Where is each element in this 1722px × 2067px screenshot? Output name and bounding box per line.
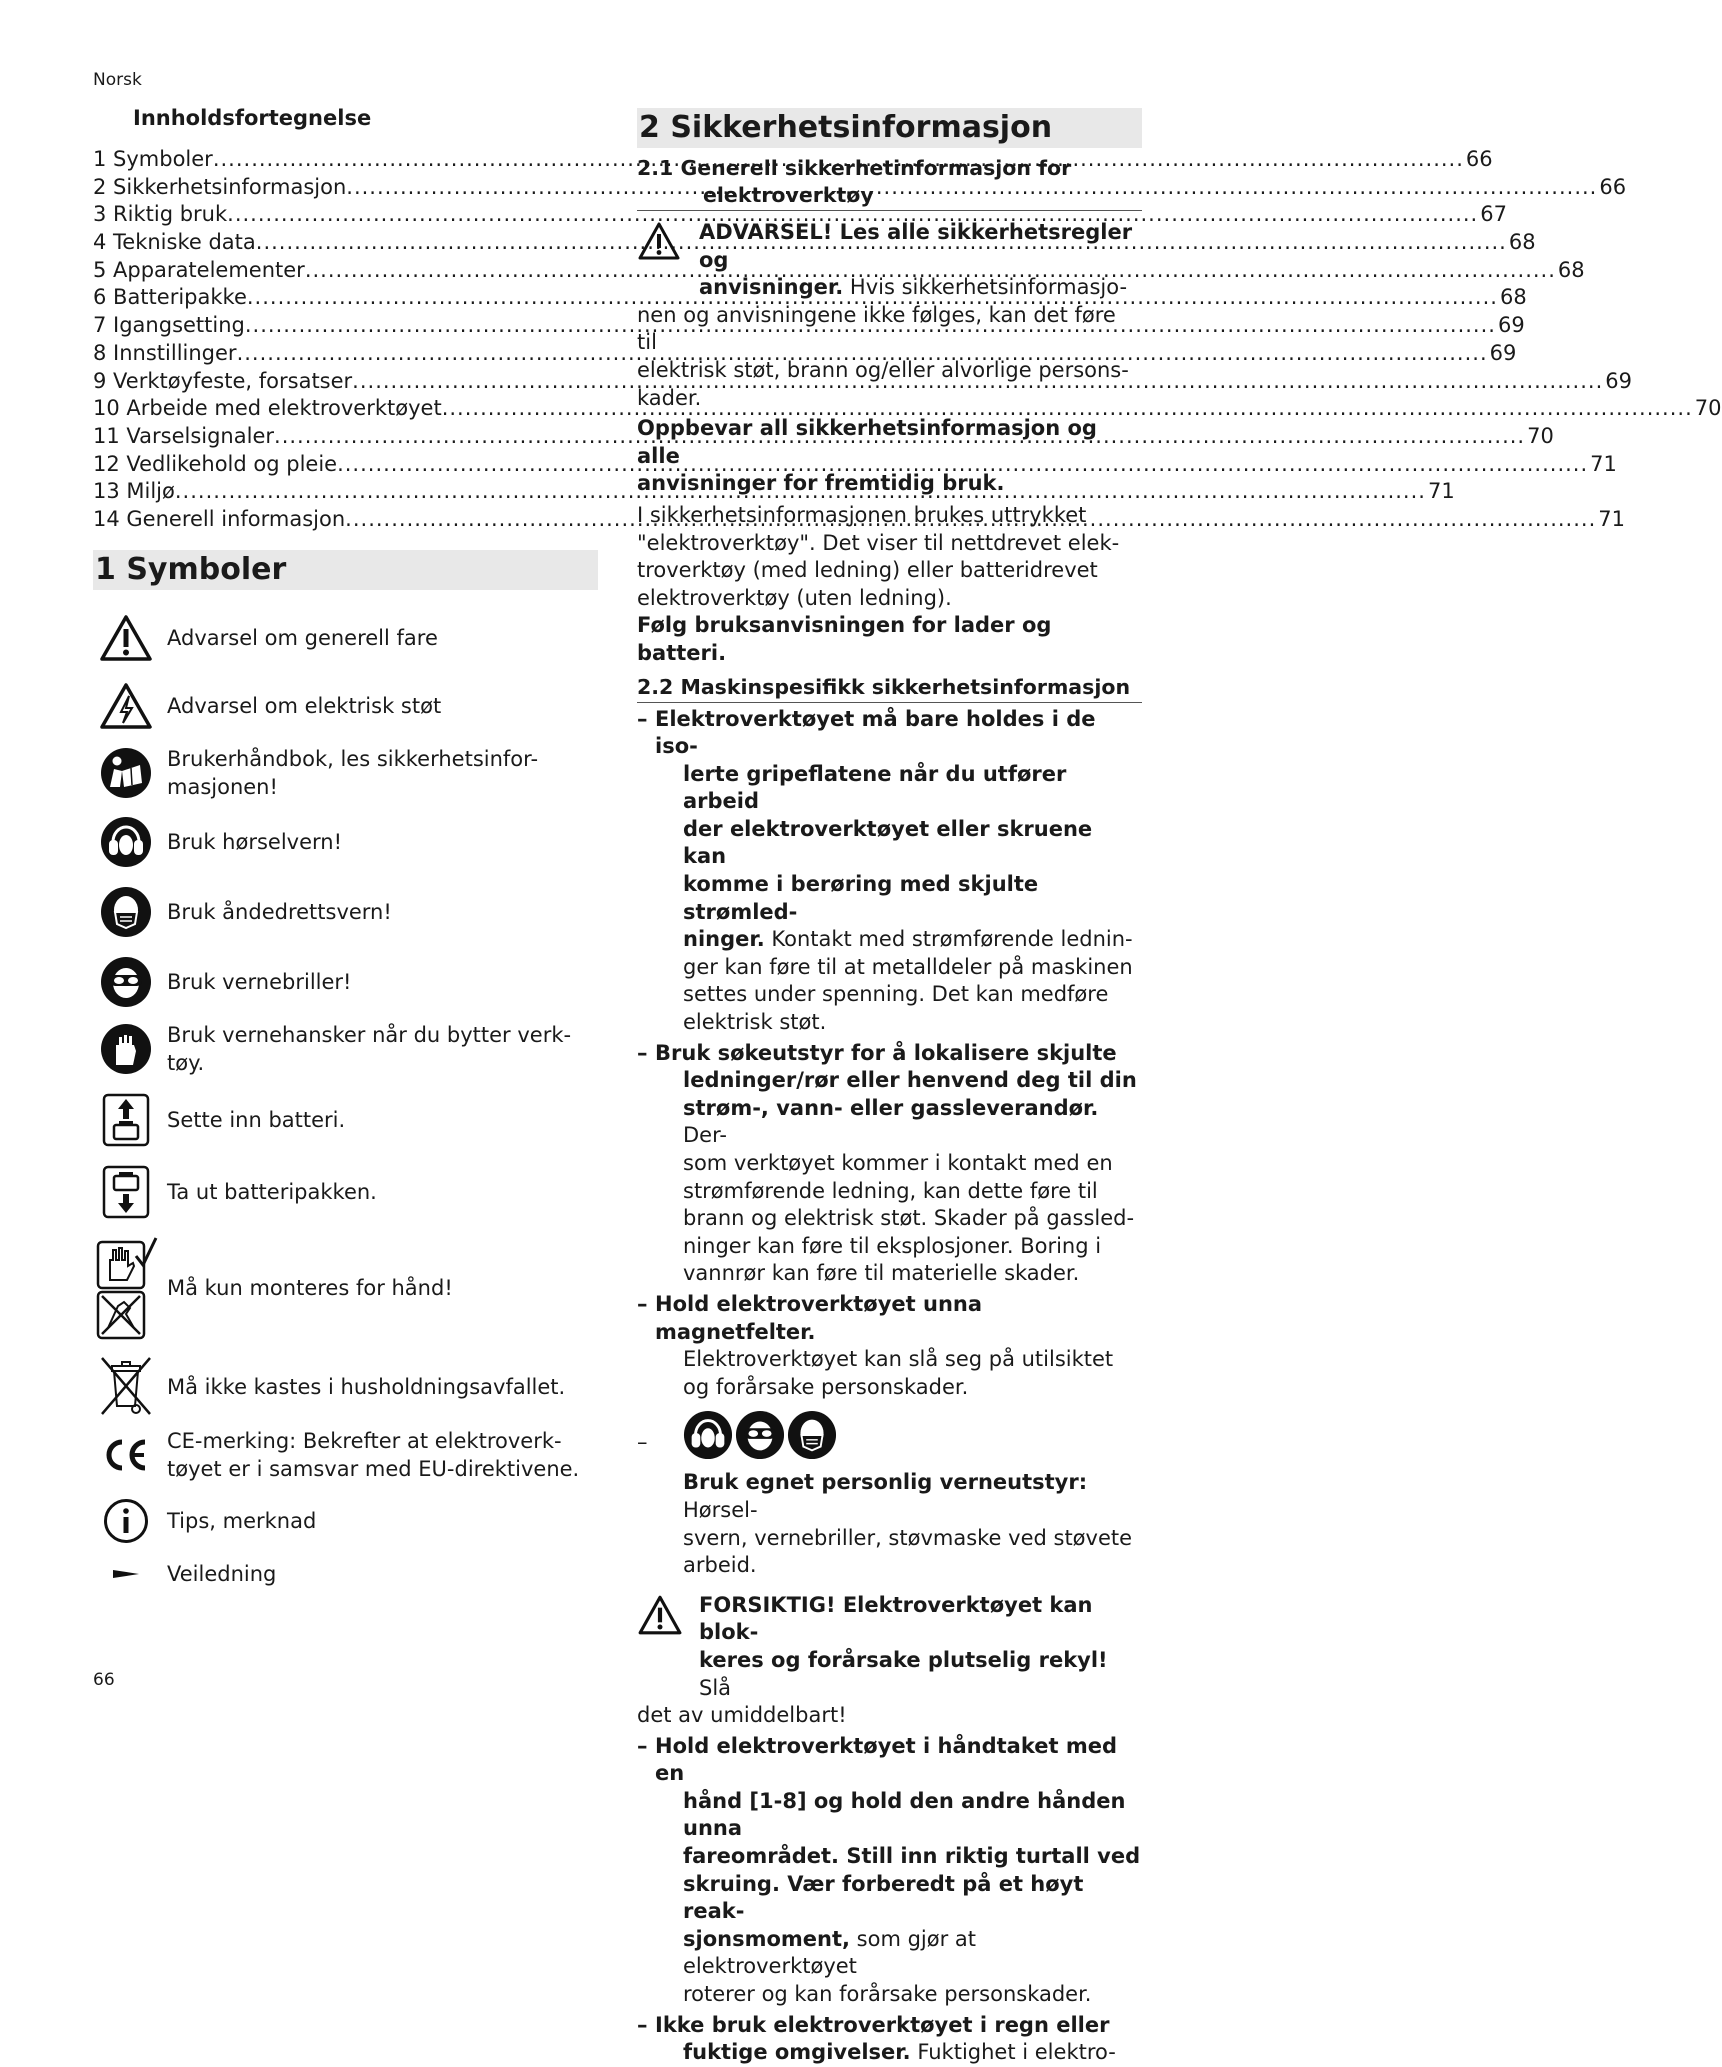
symbol-row: Bruk vernehansker når du bytter verk- tøy.: [93, 1020, 598, 1078]
ppe-icons: [683, 1407, 1142, 1463]
ce-mark-icon: [93, 1438, 159, 1472]
warning-block: ADVARSEL! Les alle sikkerhetsregler og anvisninger. Hvis sikkerhetsinformasjo-: [637, 219, 1142, 302]
weee-bin-icon: [93, 1356, 159, 1418]
toc-item[interactable]: 4 Tekniske data ..... 68: [93, 229, 588, 257]
symbol-row: Ta ut batteripakken.: [93, 1164, 598, 1220]
manual-icon: [93, 747, 159, 799]
symbol-row: Må ikke kastes i husholdningsavfallet.: [93, 1354, 598, 1420]
section-heading-safety: 2 Sikkerhetsinformasjon: [637, 108, 1142, 148]
symbol-row: Advarsel om generell fare: [93, 610, 598, 666]
language-label: Norsk: [93, 70, 142, 90]
list-item: – Elektroverktøyet må bare holdes i de iso- lerte gripeflatene når du utfører arbeid der elektroverktøyet eller skruene kan komme i berøring med skjulte strømled- ninger. Kontakt med strømførende lednin- ger kan føre til at metalldeler på maskinen settes under spenning. Det kan medføre elektrisk støt.: [637, 706, 1133, 1035]
symbol-row: Bruk hørselvern!: [93, 816, 598, 868]
info-icon: [93, 1498, 159, 1544]
symbol-row: CE-merking: Bekrefter at elektroverk- tøyet er i samsvar med EU-direktivene.: [93, 1426, 598, 1484]
ear-protection-icon: [683, 1410, 733, 1460]
symbol-row: Bruk vernebriller!: [93, 956, 598, 1008]
list-item: – Bruk søkeutstyr for å lokalisere skjulte ledninger/rør eller henvend deg til din strøm-, vann- eller gassleverandør. Der- som verktøyet kommer i kontakt med en strømførende ledning, kan dette føre til brann og elektrisk støt. Skader på gassled- ninger kan føre til eksplosjoner. Boring i vannrør kan føre til materielle skader.: [637, 1040, 1137, 1286]
toc-item[interactable]: 3 Riktig bruk ..... 67: [93, 201, 588, 229]
subsection-heading-2-1: 2.1 Generell sikkerhetinformasjon for elektroverktøy: [637, 155, 1142, 211]
symbol-row: Må kun monteres for hånd!: [93, 1236, 598, 1340]
symbol-row: Veiledning: [93, 1552, 598, 1596]
section-heading-symbols: 1 Symboler: [93, 550, 598, 590]
list-item-ppe: – Bruk egnet personlig verneutstyr: Hørsel- svern, vernebriller, støvmaske ved støvete arbeid.: [637, 1407, 1142, 1579]
toc-item[interactable]: 13 Miljø ..... 71: [93, 478, 588, 506]
hand-mount-icon: [93, 1236, 159, 1340]
page-number: 66: [93, 1670, 115, 1690]
toc-item[interactable]: 9 Verktøyfeste, forsatser ..... 69: [93, 368, 588, 396]
toc-item[interactable]: 11 Varselsignaler ..... 70: [93, 423, 588, 451]
goggles-icon: [735, 1410, 785, 1460]
warning-triangle-icon: [637, 1594, 683, 1644]
list-item: – Ikke bruk elektroverktøyet i regn eller fuktige omgivelser. Fuktighet i elektro-: [637, 2012, 1116, 2065]
goggles-icon: [93, 956, 159, 1008]
right-column: 2 Sikkerhetsinformasjon 2.1 Generell sikkerhetinformasjon for elektroverktøy ADVARSEL! Les alle sikkerhetsregler og anvisninger. Hvis sikkerhetsinformasjo- nen og anvisningene ikke følges, kan det føre til elektrisk støt, brann og/eller alvorlige persons- kader. Oppbevar all sikkerhetsinformasjon og alle anvisninger for fremtidig bruk. I sikkerhetsinformasjonen brukes uttrykket "elektroverktøy". Det viser til nettdrevet elek- troverktøy (med ledning) eller batteridrevet elektroverktøy (uten ledning). Følg bruksanvisningen for lader og batteri. 2.2 Maskinspesifikk sikkerhetsinformasjon – Elektroverktøyet må bare holdes i de iso- lerte gripeflatene når du utfører arbeid der elektroverktøyet eller skruene kan komme i berøring med skjulte strømled- ninger. Kontakt med strømførende lednin- ger kan føre til at metalldeler på maskinen settes under spenning. Det kan medføre elektrisk støt. – Bruk søkeutstyr for å lokalisere skjulte ledninger/rør eller henvend deg til din strøm-, vann- eller gassleverandør. Der- som verktøyet kommer i kontakt med en strømførende ledning, kan dette føre til brann og elektrisk støt. Skader på gassled- ninger kan føre til eksplosjoner. Boring i vannrør kan føre til materielle skader. – Hold elektroverktøyet unna magnetfelter. Elektroverktøyet kan slå seg på utilsiktet og forårsake personskader. – Bruk egnet personlig verneutstyr: Hørsel- svern, vernebriller, støvmaske ved støvete arbeid. FORSIKTIG! Elektroverktøyet kan blok- keres og forårsake plutselig rekyl! Slå det av umiddelbart! – Hold elektroverktøyet i håndtaket med en hånd [1-8] og hold den andre hånden unna fareområdet. Still inn riktig turtall ved skruing. Vær forberedt på et høyt reak- sjonsmoment, som gjør at elektroverktøyet roterer og kan forårsake personskader. – Ikke bruk elektroverktøyet i regn eller fuktige omgivelser. Fuktighet i elektro-: [637, 108, 1142, 2067]
symbol-row: Brukerhåndbok, les sikkerhetsinfor- masjonen!: [93, 744, 598, 802]
warning-triangle-icon: [637, 221, 681, 269]
toc-item[interactable]: 14 Generell informasjon ..... 71: [93, 506, 588, 534]
respirator-icon: [93, 886, 159, 938]
caution-block: FORSIKTIG! Elektroverktøyet kan blok- keres og forårsake plutselig rekyl! Slå: [637, 1592, 1142, 1702]
toc-item[interactable]: 7 Igangsetting ..... 69: [93, 312, 588, 340]
symbol-row: Advarsel om elektrisk støt: [93, 678, 598, 734]
toc-title: Innholdsfortegnelse: [133, 106, 372, 130]
toc-item[interactable]: 1 Symboler ..... 66: [93, 146, 588, 174]
toc-item[interactable]: 6 Batteripakke ..... 68: [93, 284, 588, 312]
list-item: – Hold elektroverktøyet i håndtaket med en hånd [1-8] og hold den andre hånden unna fareområdet. Still inn riktig turtall ved skruing. Vær forberedt på et høyt reak- sjonsmoment, som gjør at elektroverktøyet roterer og kan forårsake personskader.: [637, 1733, 1141, 2007]
instruction-arrow-icon: [93, 1568, 159, 1580]
ear-protection-icon: [93, 816, 159, 868]
warning-triangle-icon: [93, 614, 159, 662]
toc-item[interactable]: 8 Innstillinger ..... 69: [93, 340, 588, 368]
symbol-row: Sette inn batteri.: [93, 1092, 598, 1148]
toc-item[interactable]: 12 Vedlikehold og pleie ..... 71: [93, 451, 588, 479]
symbol-row: Bruk åndedrettsvern!: [93, 886, 598, 938]
list-item: – Hold elektroverktøyet unna magnetfelter. Elektroverktøyet kan slå seg på utilsiktet og forårsake personskader.: [637, 1291, 1114, 1399]
electric-shock-icon: [93, 682, 159, 730]
remove-battery-icon: [93, 1165, 159, 1219]
toc-item[interactable]: 10 Arbeide med elektroverktøyet ..... 70: [93, 395, 588, 423]
respirator-icon: [787, 1410, 837, 1460]
insert-battery-icon: [93, 1093, 159, 1147]
subsection-heading-2-2: 2.2 Maskinspesifikk sikkerhetsinformasjon: [637, 674, 1142, 703]
symbol-row: Tips, merknad: [93, 1496, 598, 1546]
toc-item[interactable]: 5 Apparatelementer ..... 68: [93, 257, 588, 285]
gloves-icon: [93, 1023, 159, 1075]
toc-item[interactable]: 2 Sikkerhetsinformasjon ..... 66: [93, 174, 588, 202]
